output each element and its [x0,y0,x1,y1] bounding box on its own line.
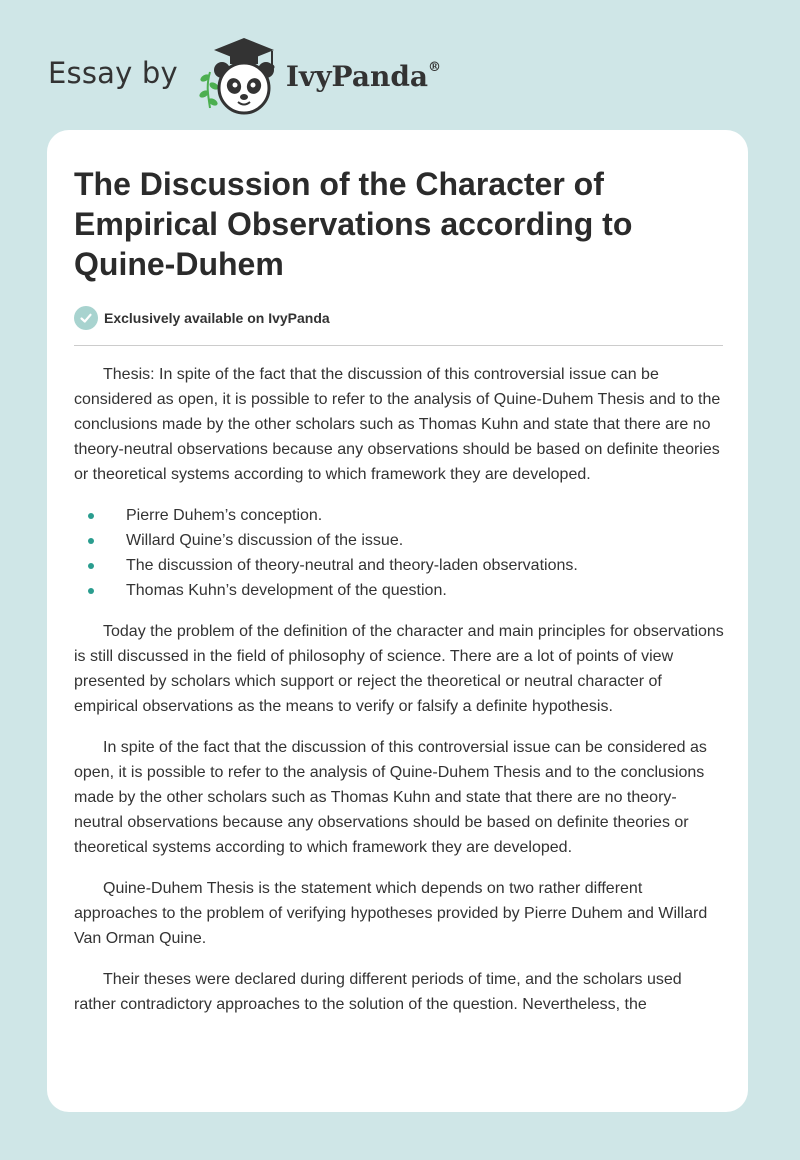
bullet-icon [88,588,94,594]
page-title: The Discussion of the Character of Empirical Observations according to Quine-Duhem [74,166,633,282]
list-item [74,528,724,553]
paragraph: In spite of the fact that the discussion of this controversial issue can be considered as open, it is possible to refer to the analysis of Quine-Duhem Thesis and to the conclusions made by the other scholars such as Thomas Kuhn and state that there are no theory-neutral observations because any observations should be based on definite theories or theoretical systems according to which framework they are developed. [74,739,707,856]
essay-card [47,130,748,1112]
bullet-icon [88,513,94,519]
paragraph: Today the problem of the definition of the character and main principles for observations is still discussed in the field of philosophy of science. There are a lot of points of view presented by scholars which support or reject the theoretical or neutral character of empirical observations as the means to verify or falsify a definite hypothesis. [74,623,724,715]
exclusive-label: Exclusively available on IvyPanda [104,310,330,326]
list-item [74,553,724,578]
paragraph-thesis: Thesis: In spite of the fact that the discussion of this controversial issue can be considered as open, it is possible to refer to the analysis of Quine-Duhem Thesis and to the conclusions made by the other scholars such as Thomas Kuhn and state that there are no theory-neutral observations because any observations should be based on definite theories or theoretical systems according to which framework they are developed. [74,366,721,483]
bullet-icon [88,563,94,569]
list-item-text: The discussion of theory-neutral and theory-laden observations. [126,557,578,574]
brand-name[interactable] [286,60,441,93]
bullet-icon [88,538,94,544]
paragraph: Quine-Duhem Thesis is the statement which depends on two rather different approaches to the problem of verifying hypotheses provided by Pierre Duhem and Willard Van Orman Quine. [74,880,708,947]
essay-by-label: Essay by [48,56,178,90]
panda-graduate-icon[interactable] [192,28,282,118]
list-item [74,578,724,603]
check-circle-icon [74,306,98,330]
site-header [48,28,441,118]
essay-body [74,362,724,1033]
list-item-text: Thomas Kuhn’s development of the question. [126,582,447,599]
list-item [74,503,724,528]
registered-mark: ® [428,60,442,76]
list-item-text: Willard Quine’s discussion of the issue. [126,532,404,549]
exclusive-badge [74,306,330,330]
outline-list [74,503,724,603]
divider [74,345,723,346]
list-item-text: Pierre Duhem’s conception. [126,507,323,524]
paragraph: Their theses were declared during different periods of time, and the scholars used rather contradictory approaches to the solution of the question. Nevertheless, the [74,971,682,1013]
brand-text: IvyPanda [285,59,429,93]
